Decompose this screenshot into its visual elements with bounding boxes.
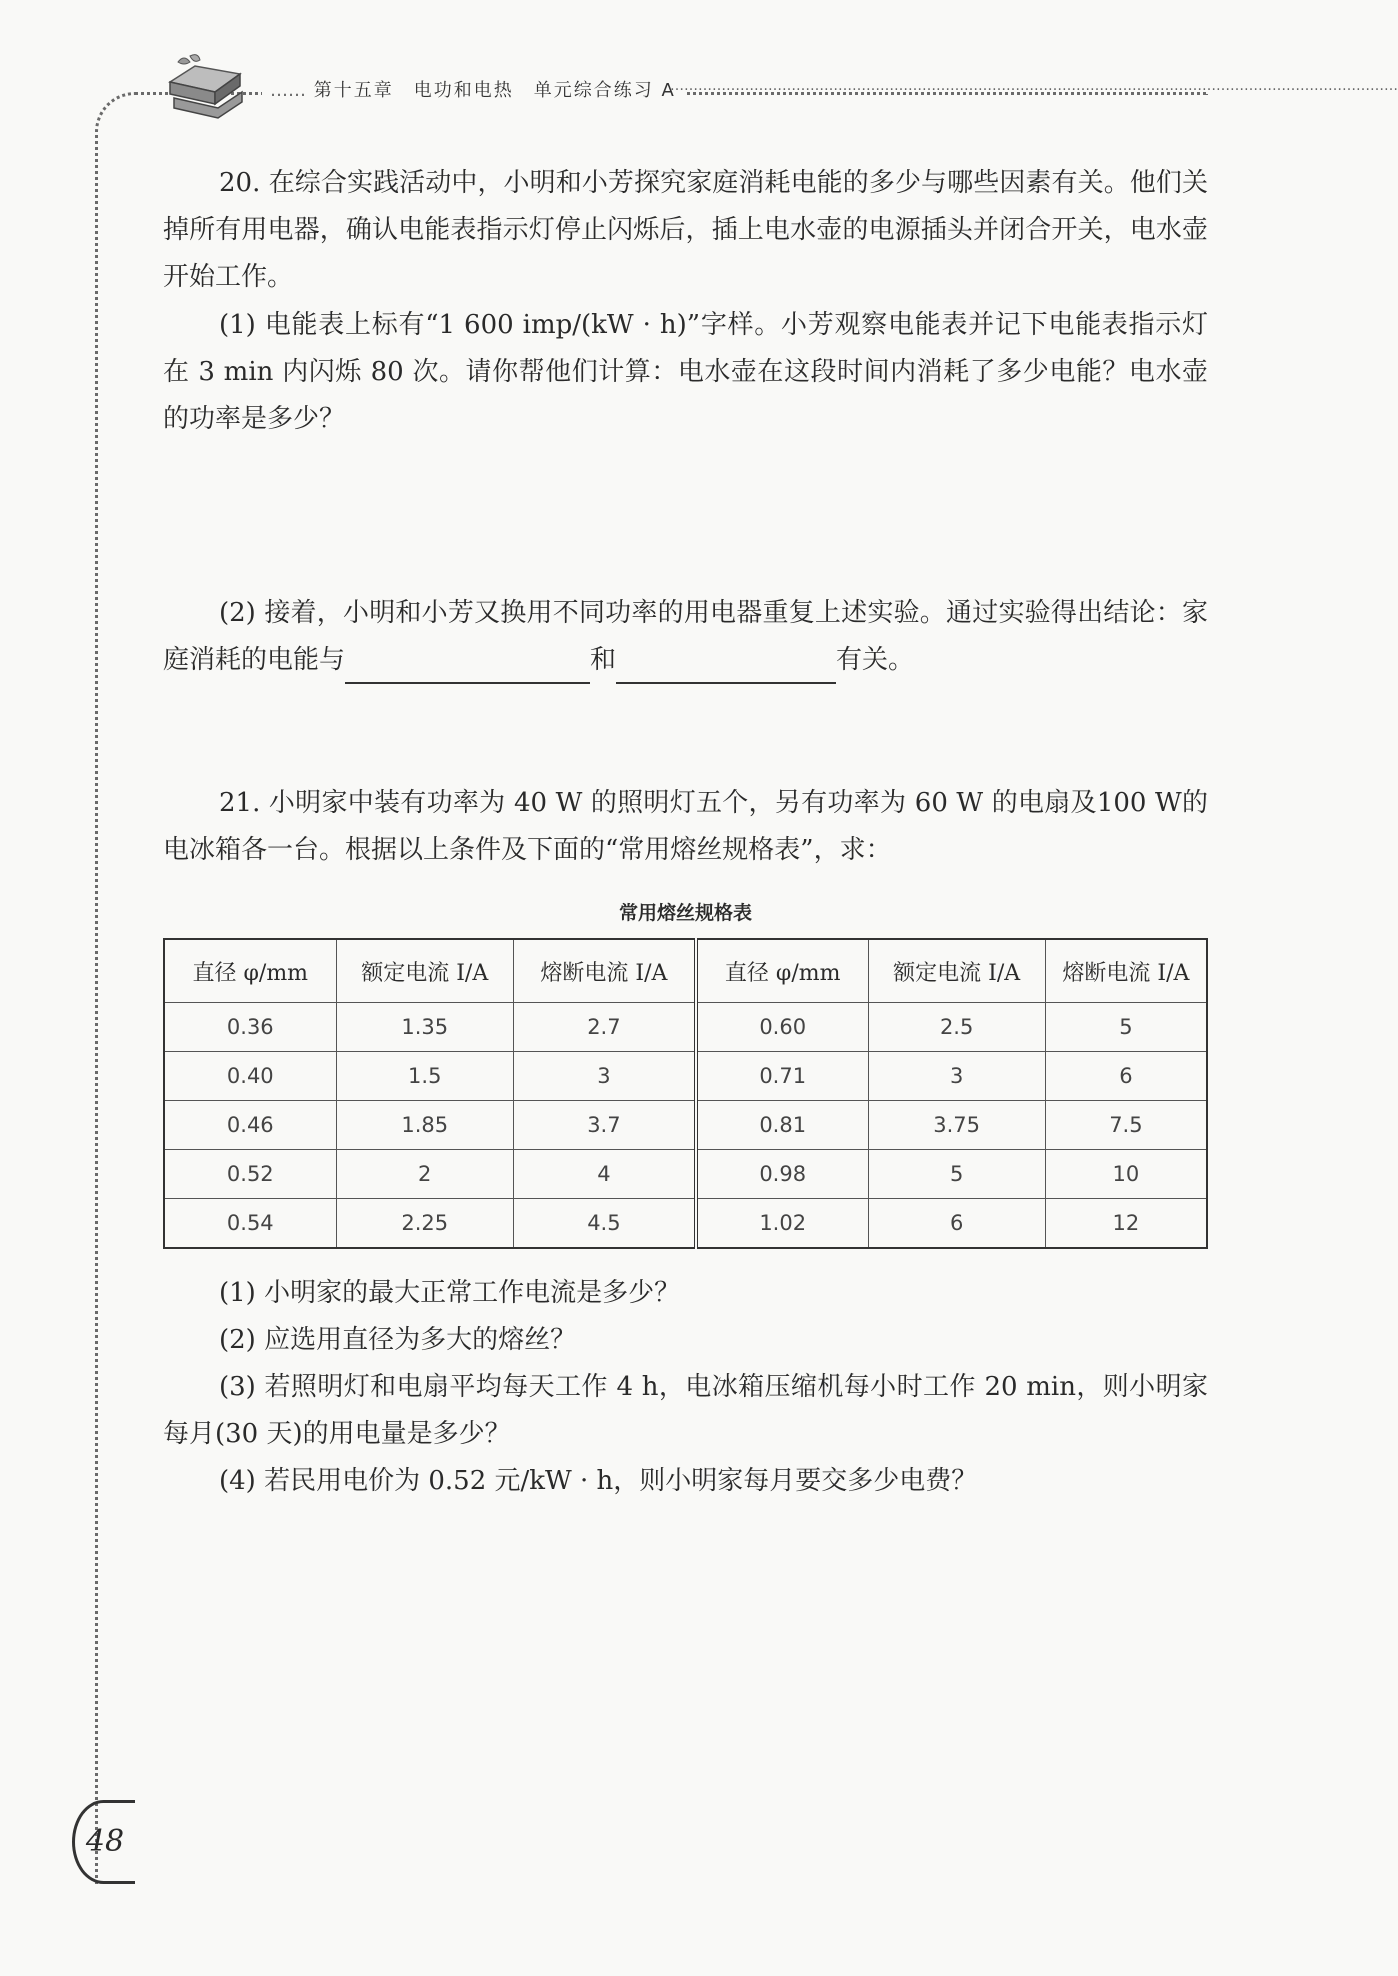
header-cell: 额定电流 I/A — [336, 939, 513, 1003]
header-cell: 直径 φ/mm — [696, 939, 868, 1003]
table-caption: 常用熔丝规格表 — [618, 902, 752, 924]
table-cell: 1.5 — [336, 1052, 513, 1101]
table-row — [164, 1003, 1207, 1052]
header-cell: 熔断电流 I/A — [513, 939, 696, 1003]
chapter-header — [262, 76, 684, 102]
header-cell: 直径 φ/mm — [164, 939, 336, 1003]
answer-blank-1[interactable] — [345, 652, 590, 684]
table-cell: 2.25 — [336, 1199, 513, 1249]
q20-stem: 20. 在综合实践活动中，小明和小芳探究家庭消耗电能的多少与哪些因素有关。他们关掉所有用电器，确认电能表指示灯停止闪烁后，插上电水壶的电源插头并闭合开关，电水壶开始工作。 — [163, 168, 1208, 292]
table-cell: 0.98 — [696, 1150, 868, 1199]
table-cell: 0.40 — [164, 1052, 336, 1101]
table-cell: 1.02 — [696, 1199, 868, 1249]
chapter-title: 第十五章 电功和电热 单元综合练习 A — [313, 80, 676, 101]
q20-part2-suffix: 有关。 — [836, 645, 915, 675]
table-cell: 12 — [1045, 1199, 1207, 1249]
q21-stem: 21. 小明家中装有功率为 40 W 的照明灯五个，另有功率为 60 W 的电扇及100 W的电冰箱各一台。根据以上条件及下面的“常用熔丝规格表”，求： — [163, 788, 1208, 865]
table-cell: 0.52 — [164, 1150, 336, 1199]
table-cell: 0.71 — [696, 1052, 868, 1101]
table-cell: 3 — [513, 1052, 696, 1101]
table-cell: 6 — [868, 1199, 1045, 1249]
q20-part1: (1) 电能表上标有“1 600 imp/(kW · h)”字样。小芳观察电能表并记下电能表指示灯在 3 min 内闪烁 80 次。请你帮他们计算：电水壶在这段时间内消耗了多少电能？电水壶的功率是多少？ — [163, 310, 1208, 434]
table-cell: 2 — [336, 1150, 513, 1199]
table-cell: 0.81 — [696, 1101, 868, 1150]
table-row — [164, 1150, 1207, 1199]
q21-sub2: (2) 应选用直径为多大的熔丝？ — [219, 1325, 577, 1355]
q20-part2-prefix: (2) 接着，小明和小芳又换用不同功率的用电器重复上述实验。通过实验得出结论：家庭消耗的电能与 — [163, 598, 1208, 675]
table-cell: 2.5 — [868, 1003, 1045, 1052]
q20-part2-mid: 和 — [590, 645, 617, 675]
table-cell: 3.7 — [513, 1101, 696, 1150]
answer-blank-2[interactable] — [616, 652, 836, 684]
table-cell: 0.54 — [164, 1199, 336, 1249]
table-cell: 4.5 — [513, 1199, 696, 1249]
table-row — [164, 1101, 1207, 1150]
table-cell: 1.85 — [336, 1101, 513, 1150]
books-logo-icon — [160, 52, 250, 122]
table-cell: 0.36 — [164, 1003, 336, 1052]
table-cell: 2.7 — [513, 1003, 696, 1052]
header-right-dots: ………………………………………………………………………………………………………………………………………… — [670, 78, 1398, 94]
table-cell: 3.75 — [868, 1101, 1045, 1150]
table-cell: 7.5 — [1045, 1101, 1207, 1150]
table-row — [164, 1199, 1207, 1249]
table-cell: 0.46 — [164, 1101, 336, 1150]
table-cell: 5 — [868, 1150, 1045, 1199]
table-cell: 10 — [1045, 1150, 1207, 1199]
table-header-row — [164, 939, 1207, 1003]
table-cell: 1.35 — [336, 1003, 513, 1052]
table-cell: 6 — [1045, 1052, 1207, 1101]
header-left-dots: …… — [270, 80, 306, 101]
q20-part2 — [163, 590, 1208, 684]
table-cell: 0.60 — [696, 1003, 868, 1052]
table-cell: 3 — [868, 1052, 1045, 1101]
table-cell: 5 — [1045, 1003, 1207, 1052]
q21-sub4: (4) 若民用电价为 0.52 元/kW · h，则小明家每月要交多少电费？ — [219, 1466, 978, 1496]
header-cell: 额定电流 I/A — [868, 939, 1045, 1003]
header-cell: 熔断电流 I/A — [1045, 939, 1207, 1003]
q21-sub3: (3) 若照明灯和电扇平均每天工作 4 h，电冰箱压缩机每小时工作 20 min，则小明家每月(30 天)的用电量是多少？ — [163, 1372, 1208, 1449]
page-number: 48 — [72, 1800, 135, 1884]
fuse-spec-table — [163, 938, 1208, 1249]
table-row — [164, 1052, 1207, 1101]
table-cell: 4 — [513, 1150, 696, 1199]
q21-sub1: (1) 小明家的最大正常工作电流是多少？ — [219, 1278, 681, 1308]
